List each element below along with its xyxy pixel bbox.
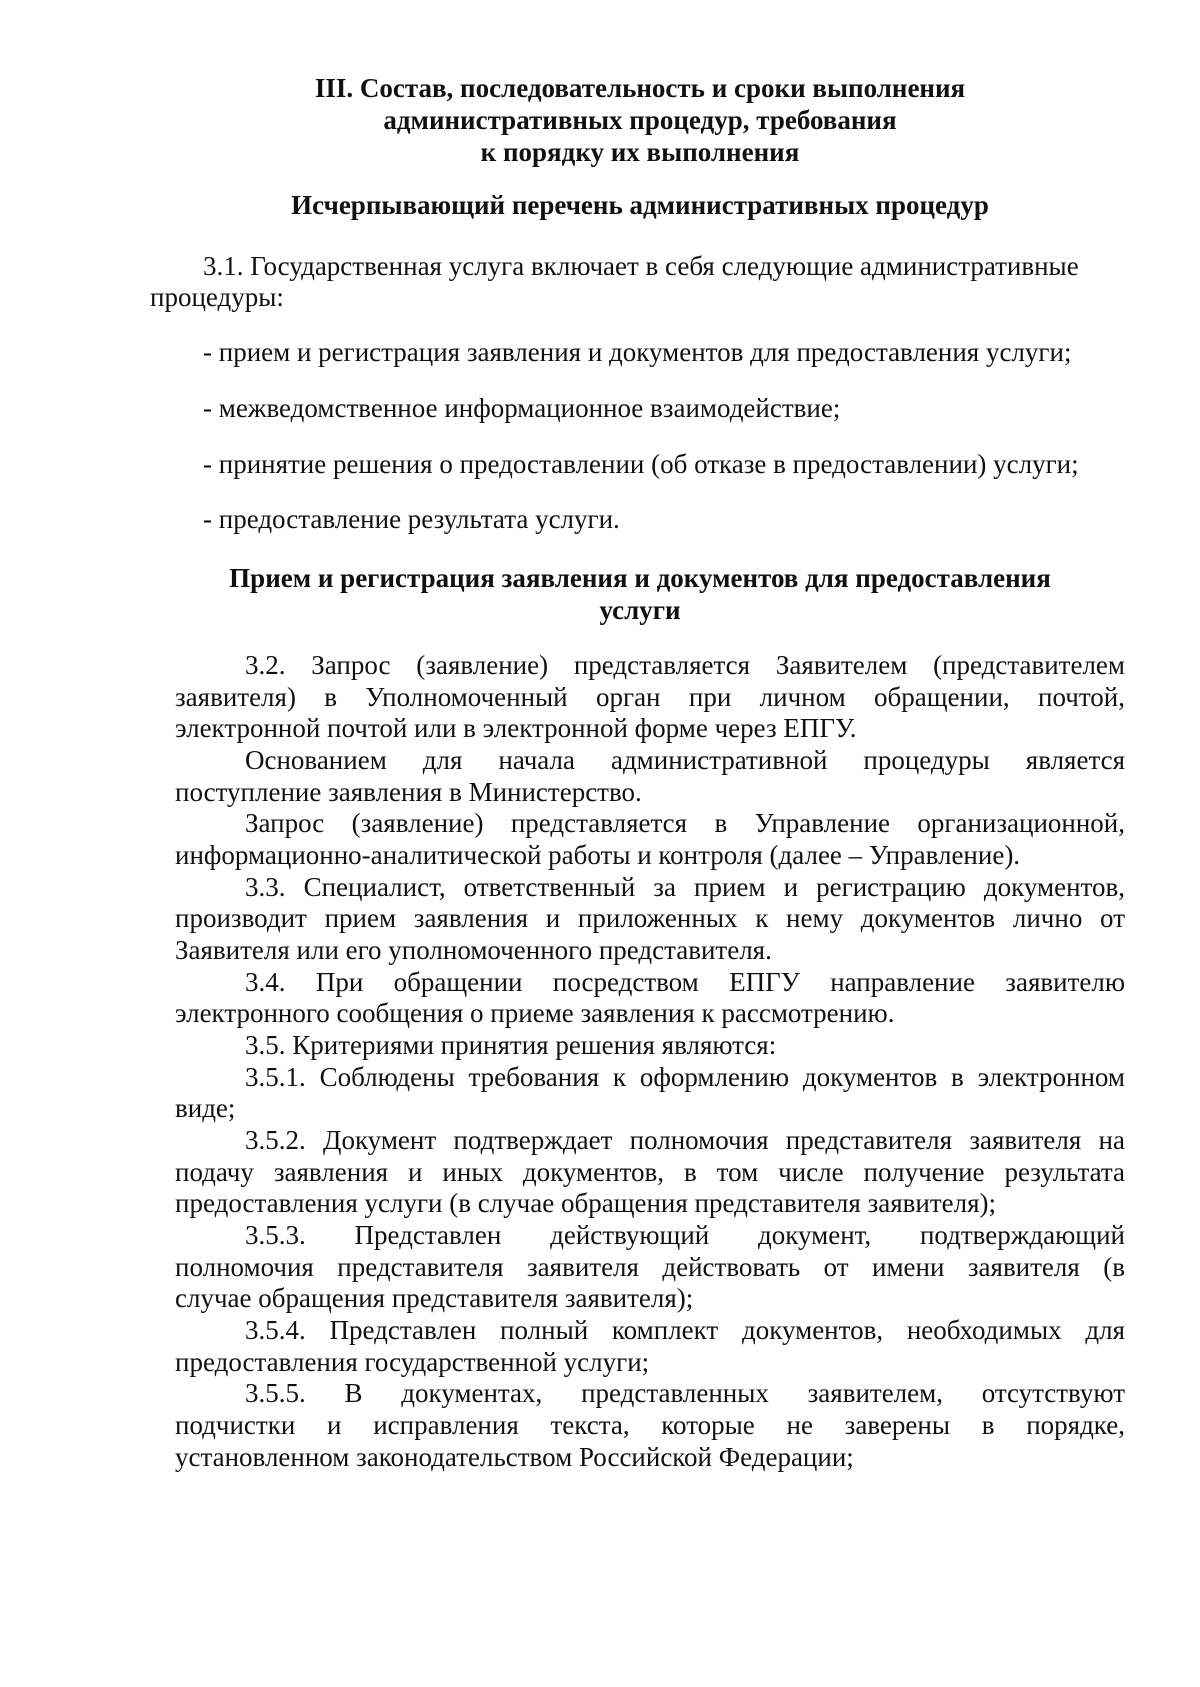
- paragraph-3-3-line: 3.3. Специалист, ответственный за прием и регистрацию документов,: [245, 872, 1125, 902]
- paragraph-3-2-line: 3.2. Запрос (заявление) представляется Заявителем (представителем: [245, 650, 1125, 680]
- paragraph-3-2-line: заявителя) в Уполномоченный орган при личном обращении, почтой,: [175, 682, 1125, 712]
- subtitle-text: Исчерпывающий перечень административных процедур: [291, 190, 989, 220]
- paragraph-basis-line: Основанием для начала административной процедуры является: [245, 745, 1125, 775]
- paragraph-3-3-line: Заявителя или его уполномоченного представителя.: [175, 935, 772, 965]
- section-title: [150, 72, 1130, 168]
- paragraph-3-1-line: 3.1. Государственная услуга включает в себя следующие административные: [203, 251, 1079, 281]
- paragraph-request-line: Запрос (заявление) представляется в Управление организационной,: [245, 808, 1125, 838]
- paragraph-3-5-5-line: 3.5.5. В документах, представленных заявителем, отсутствуют: [245, 1378, 1125, 1408]
- paragraph-basis-line: поступление заявления в Министерство.: [175, 777, 642, 807]
- paragraph-3-2-line: электронной почтой или в электронной форме через ЕПГУ.: [175, 713, 857, 743]
- paragraph-3-5-2-line: 3.5.2. Документ подтверждает полномочия представителя заявителя на: [245, 1125, 1125, 1155]
- paragraph-3-5-2-line: предоставления услуги (в случае обращения представителя заявителя);: [175, 1188, 997, 1218]
- procedure-item: - прием и регистрация заявления и документов для предоставления услуги;: [203, 337, 1072, 367]
- paragraph-3-5-2-line: подачу заявления и иных документов, в том числе получение результата: [175, 1157, 1125, 1187]
- paragraph-3-5-3-line: 3.5.3. Представлен действующий документ, подтверждающий: [245, 1220, 1125, 1250]
- paragraph-3-1-line: процедуры:: [150, 282, 284, 312]
- procedure-item: - межведомственное информационное взаимодействие;: [203, 393, 841, 423]
- paragraph-3-5-1-line: виде;: [175, 1093, 236, 1123]
- subtitle-reception: [150, 562, 1130, 626]
- paragraph-3-5-5-line: подчистки и исправления текста, которые не заверены в порядке,: [175, 1410, 1125, 1440]
- paragraph-3-5-5-line: установленном законодательством Российской Федерации;: [175, 1442, 854, 1472]
- paragraph-3-4-line: 3.4. При обращении посредством ЕПГУ направление заявителю: [245, 967, 1125, 997]
- paragraph-3-5-3-line: случае обращения представителя заявителя);: [175, 1283, 694, 1313]
- section-title-line: к порядку их выполнения: [480, 137, 800, 167]
- paragraph-3-5-4-line: 3.5.4. Представлен полный комплект документов, необходимых для: [245, 1315, 1125, 1345]
- section-title-line: административных процедур, требования: [383, 105, 897, 135]
- paragraph-3-5-1-line: 3.5.1. Соблюдены требования к оформлению документов в электронном: [245, 1062, 1125, 1092]
- paragraph-3-5-3-line: полномочия представителя заявителя действовать от имени заявителя (в: [175, 1252, 1125, 1282]
- paragraph-3-4-line: электронного сообщения о приеме заявления к рассмотрению.: [175, 998, 895, 1028]
- procedure-item: - принятие решения о предоставлении (об отказе в предоставлении) услуги;: [203, 449, 1079, 479]
- subtitle-line: услуги: [599, 595, 681, 625]
- procedure-item: - предоставление результата услуги.: [203, 504, 620, 534]
- section-title-line: III. Состав, последовательность и сроки выполнения: [314, 73, 966, 103]
- paragraph-3-5-4-line: предоставления государственной услуги;: [175, 1347, 650, 1377]
- subtitle-line: Прием и регистрация заявления и документов для предоставления: [229, 563, 1051, 593]
- paragraph-3-3-line: производит прием заявления и приложенных к нему документов лично от: [175, 903, 1125, 933]
- paragraph-3-5: 3.5. Критериями принятия решения являются:: [245, 1030, 777, 1060]
- subtitle-procedures-list: [150, 189, 1130, 221]
- paragraph-request-line: информационно-аналитической работы и контроля (далее – Управление).: [175, 840, 1021, 870]
